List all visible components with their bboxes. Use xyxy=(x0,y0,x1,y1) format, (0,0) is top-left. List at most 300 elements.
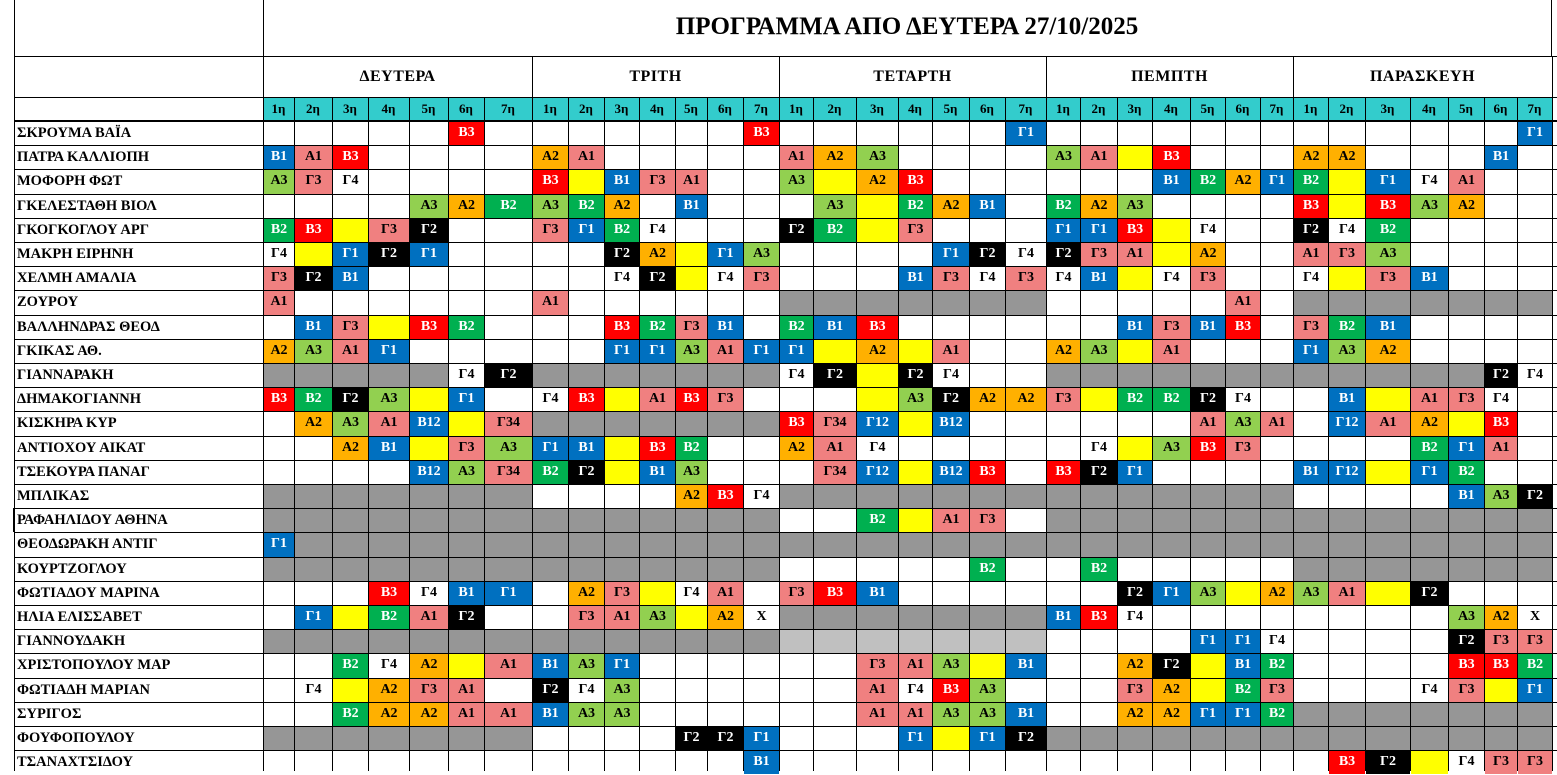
class-cell xyxy=(899,485,932,508)
grid-line xyxy=(14,97,1557,98)
empty-cell xyxy=(410,267,448,290)
class-cell xyxy=(676,364,707,387)
empty-cell xyxy=(485,606,532,629)
empty-cell xyxy=(1006,170,1046,193)
class-cell: Γ1 xyxy=(1261,170,1293,193)
empty-cell xyxy=(899,437,932,460)
empty-cell xyxy=(533,582,568,605)
empty-cell xyxy=(1006,437,1046,460)
day-header: ΠΑΡΑΣΚΕΥΗ xyxy=(1369,68,1476,85)
class-cell xyxy=(780,291,813,314)
grid-line xyxy=(1552,97,1553,771)
class-cell: Α1 xyxy=(369,412,409,435)
class-cell: Β3 xyxy=(1294,195,1328,218)
class-cell: Γ4 xyxy=(264,243,294,266)
class-cell: Γ3 xyxy=(857,654,898,677)
empty-cell xyxy=(1047,291,1080,314)
class-cell xyxy=(1153,364,1190,387)
class-cell: Α3 xyxy=(569,703,604,726)
grid-line xyxy=(332,97,333,771)
class-cell xyxy=(1329,170,1365,193)
class-cell: Γ1 xyxy=(1294,340,1328,363)
class-cell: Γ4 xyxy=(1449,751,1484,774)
empty-cell xyxy=(1261,195,1293,218)
class-cell: Γ4 xyxy=(1485,388,1517,411)
empty-cell xyxy=(410,170,448,193)
class-cell: Α2 xyxy=(970,388,1005,411)
class-cell xyxy=(1411,509,1448,532)
grid-line xyxy=(568,97,569,771)
class-cell: Β1 xyxy=(1006,703,1046,726)
grid-line xyxy=(856,97,857,771)
class-cell xyxy=(533,558,568,581)
empty-cell xyxy=(1118,558,1152,581)
empty-cell xyxy=(369,195,409,218)
class-cell: Γ3 xyxy=(744,267,779,290)
class-cell: Α3 xyxy=(640,606,675,629)
class-cell: Γ4 xyxy=(410,582,448,605)
class-cell xyxy=(1153,727,1190,750)
class-cell xyxy=(676,533,707,556)
class-cell: Β1 xyxy=(1449,485,1484,508)
class-cell xyxy=(640,364,675,387)
empty-cell xyxy=(708,195,743,218)
class-cell: Χ xyxy=(1518,606,1552,629)
class-cell: Γ4 xyxy=(1518,364,1552,387)
class-cell: Β1 xyxy=(533,703,568,726)
empty-cell xyxy=(933,170,969,193)
class-cell xyxy=(970,485,1005,508)
class-cell xyxy=(449,558,484,581)
empty-cell xyxy=(814,679,856,702)
class-cell xyxy=(569,558,604,581)
class-cell xyxy=(295,243,332,266)
class-cell xyxy=(1294,703,1328,726)
empty-cell xyxy=(1047,679,1080,702)
empty-cell xyxy=(533,485,568,508)
class-cell xyxy=(970,533,1005,556)
teacher-name: ΦΟΥΦΟΠΟΥΛΟΥ xyxy=(17,730,135,746)
grid-line xyxy=(1005,97,1006,771)
empty-cell xyxy=(1329,437,1365,460)
class-cell xyxy=(640,630,675,653)
empty-cell xyxy=(814,654,856,677)
class-cell: Β3 xyxy=(410,316,448,339)
class-cell: Β3 xyxy=(744,122,779,145)
class-cell xyxy=(1191,679,1225,702)
class-cell: Γ1 xyxy=(1518,122,1552,145)
class-cell: Α1 xyxy=(1226,291,1260,314)
empty-cell xyxy=(1329,606,1365,629)
class-cell: Α2 xyxy=(640,243,675,266)
grid-line xyxy=(14,194,1557,195)
empty-cell xyxy=(814,558,856,581)
grid-line xyxy=(263,97,264,771)
period-header: 2η xyxy=(568,98,604,120)
empty-cell xyxy=(1518,195,1552,218)
class-cell: Γ34 xyxy=(814,461,856,484)
class-cell xyxy=(410,630,448,653)
empty-cell xyxy=(1006,461,1046,484)
class-cell: Β2 xyxy=(1261,654,1293,677)
grid-line xyxy=(1365,97,1366,771)
empty-cell xyxy=(1329,630,1365,653)
day-header: ΤΕΤΑΡΤΗ xyxy=(873,68,952,85)
empty-cell xyxy=(1518,388,1552,411)
grid-line xyxy=(14,387,1557,388)
empty-cell xyxy=(640,679,675,702)
class-cell: Α1 xyxy=(1411,388,1448,411)
empty-cell xyxy=(1047,122,1080,145)
class-cell: Γ4 xyxy=(708,267,743,290)
empty-cell xyxy=(1449,582,1484,605)
empty-cell xyxy=(1485,170,1517,193)
class-cell: Γ2 xyxy=(1518,485,1552,508)
class-cell: Β2 xyxy=(970,558,1005,581)
class-cell: Γ3 xyxy=(569,606,604,629)
class-cell: Β3 xyxy=(970,461,1005,484)
period-header: 7η xyxy=(484,98,532,120)
empty-cell xyxy=(295,437,332,460)
empty-cell xyxy=(1366,485,1410,508)
class-cell: Α1 xyxy=(857,703,898,726)
grid-line xyxy=(532,97,533,771)
empty-cell xyxy=(1191,146,1225,169)
class-cell: Β1 xyxy=(333,267,368,290)
grid-line xyxy=(14,460,1557,461)
empty-cell xyxy=(1047,630,1080,653)
class-cell xyxy=(1366,727,1410,750)
class-cell xyxy=(333,533,368,556)
class-cell: Α1 xyxy=(708,582,743,605)
class-cell xyxy=(1411,703,1448,726)
empty-cell xyxy=(708,170,743,193)
empty-cell xyxy=(1366,630,1410,653)
class-cell: Γ2 xyxy=(933,388,969,411)
empty-cell xyxy=(744,291,779,314)
empty-cell xyxy=(1081,654,1117,677)
grid-line xyxy=(14,557,1557,558)
class-cell xyxy=(1006,291,1046,314)
empty-cell xyxy=(1153,630,1190,653)
class-cell xyxy=(780,485,813,508)
empty-cell xyxy=(1411,606,1448,629)
empty-cell xyxy=(1485,461,1517,484)
empty-cell xyxy=(970,340,1005,363)
empty-cell xyxy=(1081,291,1117,314)
class-cell xyxy=(295,509,332,532)
class-cell: Β1 xyxy=(640,461,675,484)
class-cell xyxy=(1261,485,1293,508)
class-cell xyxy=(264,509,294,532)
class-cell xyxy=(1449,364,1484,387)
class-cell: Γ3 xyxy=(533,219,568,242)
class-cell: Γ4 xyxy=(744,485,779,508)
class-cell xyxy=(295,364,332,387)
empty-cell xyxy=(369,291,409,314)
empty-cell xyxy=(744,195,779,218)
class-cell: Γ2 xyxy=(970,243,1005,266)
empty-cell xyxy=(1006,340,1046,363)
class-cell: Β3 xyxy=(369,582,409,605)
empty-cell xyxy=(899,122,932,145)
class-cell xyxy=(640,533,675,556)
class-cell: Γ1 xyxy=(1153,582,1190,605)
empty-cell xyxy=(449,243,484,266)
empty-cell xyxy=(899,146,932,169)
empty-cell xyxy=(933,582,969,605)
grid-line xyxy=(14,218,1557,219)
class-cell xyxy=(676,606,707,629)
class-cell: Β3 xyxy=(1118,219,1152,242)
class-cell xyxy=(1226,485,1260,508)
class-cell: Α2 xyxy=(569,582,604,605)
class-cell: Β3 xyxy=(1485,412,1517,435)
empty-cell xyxy=(1261,606,1293,629)
class-cell: Α1 xyxy=(1485,437,1517,460)
empty-cell xyxy=(970,122,1005,145)
period-header: 3η xyxy=(332,98,368,120)
empty-cell xyxy=(485,219,532,242)
class-cell: Γ2 xyxy=(780,219,813,242)
grid-line xyxy=(1225,97,1226,771)
class-cell xyxy=(1153,509,1190,532)
class-cell: Γ1 xyxy=(333,243,368,266)
empty-cell xyxy=(780,727,813,750)
empty-cell xyxy=(1226,461,1260,484)
class-cell: Β3 xyxy=(814,582,856,605)
grid-line xyxy=(1551,0,1552,56)
class-cell xyxy=(1449,509,1484,532)
empty-cell xyxy=(533,727,568,750)
class-cell xyxy=(569,630,604,653)
empty-cell xyxy=(569,485,604,508)
class-cell: Α1 xyxy=(676,170,707,193)
class-cell: Α3 xyxy=(857,146,898,169)
empty-cell xyxy=(1485,340,1517,363)
class-cell: Β2 xyxy=(533,461,568,484)
class-cell xyxy=(1153,243,1190,266)
class-cell: Β1 xyxy=(1006,654,1046,677)
empty-cell xyxy=(1226,146,1260,169)
class-cell xyxy=(1118,727,1152,750)
class-cell xyxy=(369,727,409,750)
class-cell xyxy=(857,364,898,387)
class-cell: Γ1 xyxy=(1191,703,1225,726)
class-cell: Β3 xyxy=(1191,437,1225,460)
grid-line xyxy=(368,97,369,771)
empty-cell xyxy=(1366,146,1410,169)
class-cell: Β1 xyxy=(1191,316,1225,339)
class-cell xyxy=(410,727,448,750)
class-cell: Β2 xyxy=(333,654,368,677)
empty-cell xyxy=(1047,170,1080,193)
class-cell: Γ4 xyxy=(1006,243,1046,266)
empty-cell xyxy=(264,122,294,145)
empty-cell xyxy=(569,122,604,145)
class-cell: Γ1 xyxy=(569,219,604,242)
class-cell xyxy=(744,412,779,435)
class-cell: Α3 xyxy=(1153,437,1190,460)
class-cell xyxy=(1226,509,1260,532)
empty-cell xyxy=(1449,146,1484,169)
period-header: 4η xyxy=(1152,98,1190,120)
class-cell: Α2 xyxy=(369,679,409,702)
empty-cell xyxy=(1081,316,1117,339)
empty-cell xyxy=(264,461,294,484)
empty-cell xyxy=(333,582,368,605)
class-cell xyxy=(569,509,604,532)
grid-line xyxy=(604,97,605,771)
class-cell: Β2 xyxy=(485,195,532,218)
teacher-name: ΔΗΜΑΚΟΓΙΑΝΝΗ xyxy=(17,391,142,408)
class-cell: Β2 xyxy=(264,219,294,242)
empty-cell xyxy=(780,195,813,218)
period-header: 7η xyxy=(1517,98,1552,120)
class-cell: Β2 xyxy=(1518,654,1552,677)
class-cell: Β3 xyxy=(605,316,639,339)
class-cell xyxy=(1411,364,1448,387)
class-cell: Β1 xyxy=(676,195,707,218)
class-cell xyxy=(449,630,484,653)
class-cell: Β2 xyxy=(449,316,484,339)
class-cell xyxy=(485,727,532,750)
grid-line xyxy=(707,97,708,771)
empty-cell xyxy=(1006,509,1046,532)
class-cell: Α3 xyxy=(744,243,779,266)
class-cell xyxy=(569,412,604,435)
class-cell: Γ1 xyxy=(264,533,294,556)
class-cell xyxy=(569,364,604,387)
class-cell: Α2 xyxy=(1006,388,1046,411)
period-header: 6η xyxy=(448,98,484,120)
class-cell: Α1 xyxy=(1191,412,1225,435)
period-header: 1η xyxy=(1046,98,1080,120)
empty-cell xyxy=(1261,461,1293,484)
class-cell: Γ1 xyxy=(410,243,448,266)
class-cell xyxy=(814,291,856,314)
class-cell xyxy=(1261,509,1293,532)
empty-cell xyxy=(449,291,484,314)
grid-line xyxy=(1293,56,1294,97)
period-header: 6η xyxy=(969,98,1005,120)
grid-line xyxy=(969,97,970,771)
empty-cell xyxy=(780,703,813,726)
class-cell: Α2 xyxy=(1153,703,1190,726)
class-cell: Γ1 xyxy=(1118,461,1152,484)
empty-cell xyxy=(485,267,532,290)
day-header: ΠΕΜΠΤΗ xyxy=(1131,68,1208,85)
class-cell xyxy=(814,340,856,363)
teacher-name: ΣΥΡΙΓΟΣ xyxy=(17,705,82,722)
grid-line xyxy=(14,605,1557,606)
class-cell xyxy=(1006,630,1046,653)
class-cell: Α3 xyxy=(1411,195,1448,218)
class-cell xyxy=(933,727,969,750)
empty-cell xyxy=(780,509,813,532)
class-cell: Α1 xyxy=(857,679,898,702)
class-cell xyxy=(1518,558,1552,581)
class-cell xyxy=(744,364,779,387)
class-cell: Γ2 xyxy=(899,364,932,387)
class-cell xyxy=(1118,509,1152,532)
class-cell: Β1 xyxy=(814,316,856,339)
class-cell xyxy=(485,509,532,532)
class-cell: Γ1 xyxy=(449,388,484,411)
class-cell: Γ4 xyxy=(899,679,932,702)
empty-cell xyxy=(780,679,813,702)
class-cell: Γ4 xyxy=(857,437,898,460)
class-cell: Γ2 xyxy=(1411,582,1448,605)
class-cell: Α2 xyxy=(1153,679,1190,702)
empty-cell xyxy=(899,582,932,605)
period-header: 1η xyxy=(263,98,294,120)
empty-cell xyxy=(485,170,532,193)
empty-cell xyxy=(295,291,332,314)
class-cell xyxy=(1118,364,1152,387)
class-cell: Β3 xyxy=(676,388,707,411)
class-cell xyxy=(1226,364,1260,387)
class-cell: Β2 xyxy=(1153,388,1190,411)
class-cell xyxy=(1411,727,1448,750)
empty-cell xyxy=(1411,122,1448,145)
class-cell: Α1 xyxy=(933,340,969,363)
empty-cell xyxy=(1366,679,1410,702)
empty-cell xyxy=(780,388,813,411)
class-cell xyxy=(640,582,675,605)
empty-cell xyxy=(1006,679,1046,702)
class-cell: Α1 xyxy=(899,703,932,726)
class-cell xyxy=(676,412,707,435)
class-cell: Α3 xyxy=(485,437,532,460)
empty-cell xyxy=(1411,243,1448,266)
empty-cell xyxy=(1329,654,1365,677)
class-cell: Α1 xyxy=(708,340,743,363)
class-cell xyxy=(1153,533,1190,556)
empty-cell xyxy=(485,388,532,411)
empty-cell xyxy=(264,606,294,629)
class-cell: Α1 xyxy=(1366,412,1410,435)
empty-cell xyxy=(1329,679,1365,702)
class-cell xyxy=(1081,533,1117,556)
empty-cell xyxy=(1047,437,1080,460)
grid-line xyxy=(1484,97,1485,771)
empty-cell xyxy=(744,219,779,242)
class-cell xyxy=(485,630,532,653)
class-cell: Α2 xyxy=(676,485,707,508)
class-cell xyxy=(1485,509,1517,532)
class-cell xyxy=(410,558,448,581)
empty-cell xyxy=(1118,291,1152,314)
empty-cell xyxy=(605,727,639,750)
class-cell: Α3 xyxy=(676,461,707,484)
grid-line xyxy=(639,97,640,771)
class-cell xyxy=(1294,509,1328,532)
empty-cell xyxy=(485,243,532,266)
class-cell xyxy=(1366,558,1410,581)
class-cell: Α1 xyxy=(1449,170,1484,193)
class-cell xyxy=(1518,703,1552,726)
empty-cell xyxy=(1226,558,1260,581)
empty-cell xyxy=(744,654,779,677)
class-cell: Γ3 xyxy=(1261,679,1293,702)
class-cell xyxy=(1006,485,1046,508)
empty-cell xyxy=(1191,558,1225,581)
empty-cell xyxy=(369,461,409,484)
empty-cell xyxy=(1411,340,1448,363)
class-cell: Β1 xyxy=(369,437,409,460)
class-cell xyxy=(1006,533,1046,556)
